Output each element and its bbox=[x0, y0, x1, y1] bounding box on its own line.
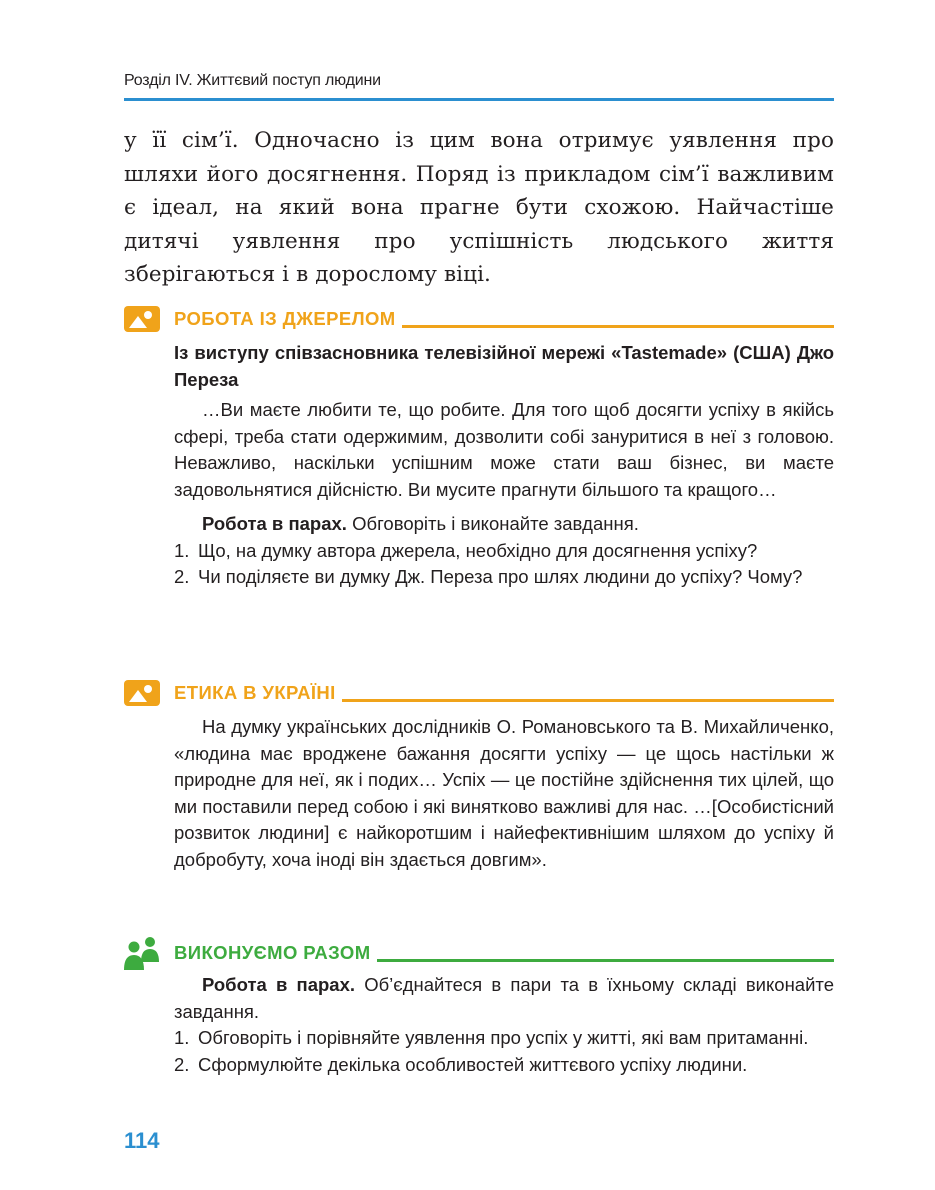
page-number: 114 bbox=[124, 1128, 160, 1153]
list-item bbox=[174, 1052, 834, 1079]
task-text: Обговоріть і виконайте завдання. bbox=[346, 513, 639, 534]
running-header: Розділ IV. Життєвий поступ людини bbox=[124, 72, 381, 89]
task-list bbox=[174, 538, 834, 591]
section-source-work bbox=[124, 306, 834, 591]
section-title: ВИКОНУЄМО РАЗОМ bbox=[174, 942, 377, 964]
source-title: Із виступу співзасновника телевізійної мережі «Tastemade» (США) Джо Переза bbox=[174, 342, 834, 390]
section-do-together bbox=[124, 940, 834, 1078]
people-icon bbox=[124, 936, 160, 972]
list-text: Сформулюйте декілька особливостей життєвого успіху людини. bbox=[198, 1053, 748, 1075]
task-list bbox=[174, 1025, 834, 1078]
section-header bbox=[124, 680, 834, 706]
section-header bbox=[124, 306, 834, 332]
list-text: Чи поділяєте ви думку Дж. Переза про шлях людини до успіху? Чому? bbox=[198, 566, 803, 587]
list-number: 2. bbox=[174, 566, 190, 587]
list-text: Що, на думку автора джерела, необхідно для досягнення успіху? bbox=[198, 539, 758, 561]
list-number: 1. bbox=[174, 1027, 190, 1048]
section-header bbox=[124, 940, 834, 966]
image-icon bbox=[124, 680, 160, 706]
section-paragraph: На думку українських дослідників О. Романовського та В. Михайличенко, «людина має вроджене бажання досягти успіху — це щось настільки ж природне для неї, як і подих… Успіх — це постійне здійснення тих цілей, що ми поставили перед собою і які винятково важливі для нас. …[Особистісний розвиток людини] є найкоротшим і найефективнішим шляхом до успіху й добробуту, хоча іноді він здається довгим». bbox=[174, 716, 834, 870]
list-item bbox=[174, 538, 834, 565]
list-number: 1. bbox=[174, 539, 190, 561]
list-number: 2. bbox=[174, 1053, 190, 1075]
list-item bbox=[174, 564, 834, 591]
list-text: Обговоріть і порівняйте уявлення про успіх у житті, які вам притаманні. bbox=[198, 1027, 809, 1048]
task-text: Об’єднайтеся в пари та в їхньому складі виконайте завдання. bbox=[174, 974, 834, 1022]
section-ethics-ukraine bbox=[124, 680, 834, 873]
section-title: ЕТИКА В УКРАЇНІ bbox=[174, 682, 342, 704]
task-heading bbox=[174, 972, 834, 1025]
intro-paragraph: у її сім’ї. Одночасно із цим вона отримує уявлення про шляхи його досягнення. Поряд із прикладом сім’ї важливим є ідеал, на який вона прагне бути схожою. Найчастіше дитячі уявлення про успішність людського життя зберігаються і в дорослому віці. bbox=[124, 128, 834, 287]
image-icon bbox=[124, 306, 160, 332]
source-quote: …Ви маєте любити те, що робите. Для того щоб досягти успіху в якійсь сфері, треба стати одержимим, дозволити собі зануритися в неї з головою. Неважливо, наскільки успішним може стати ваш бізнес, ви маєте задовольнятися дійсністю. Ви мусите прагнути більшого та кращого… bbox=[174, 399, 834, 500]
task-heading bbox=[174, 511, 834, 538]
task-label: Робота в парах. bbox=[202, 513, 347, 534]
section-title: РОБОТА ІЗ ДЖЕРЕЛОМ bbox=[174, 308, 402, 330]
header-rule bbox=[124, 98, 834, 101]
task-label: Робота в парах. bbox=[202, 974, 356, 995]
list-item bbox=[174, 1025, 834, 1052]
